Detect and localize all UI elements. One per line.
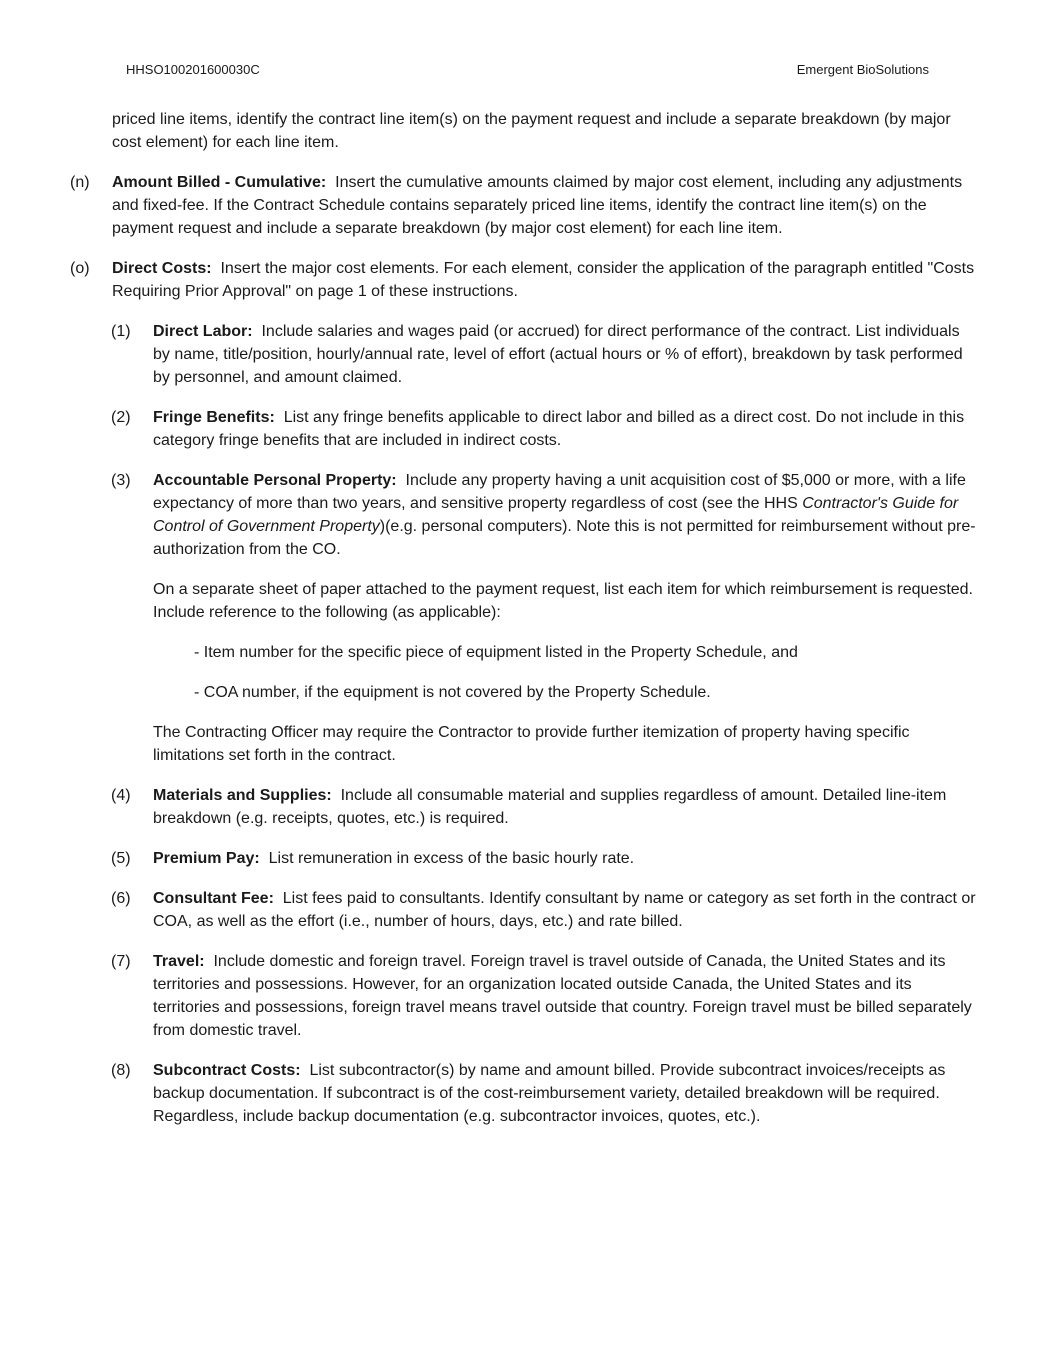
subitem-title: Direct Labor:	[153, 323, 253, 340]
page-header	[126, 62, 929, 77]
subitem-text: List fees paid to consultants. Identify consultant by name or category as set forth in the contract or COA, as well as the effort (i.e., number of hours, days, etc.) and rate billed.	[153, 890, 976, 930]
subitem-accountable-property	[111, 469, 978, 561]
subitem-direct-labor	[111, 320, 978, 389]
subitem-materials-supplies	[111, 784, 978, 830]
subitem-body	[153, 784, 978, 830]
subitem-subcontract-costs	[111, 1059, 978, 1128]
subitem-body	[153, 887, 978, 933]
subitem-title: Consultant Fee:	[153, 890, 274, 907]
item-body	[112, 171, 978, 240]
subitem-text: Include all consumable material and supplies regardless of amount. Detailed line-item breakdown (e.g. receipts, quotes, etc.) is required.	[153, 787, 947, 827]
item-o	[70, 257, 978, 303]
guide-title: Contractor's Guide for Control of Government Property	[153, 495, 959, 535]
subitem-label: (1)	[111, 323, 131, 340]
bullet-coa-number: - COA number, if the equipment is not covered by the Property Schedule.	[194, 684, 711, 701]
subitem-body	[153, 1059, 978, 1128]
subitem-body	[153, 406, 978, 452]
subitem-text: Include domestic and foreign travel. Foreign travel is travel outside of Canada, the United States and its territories and possessions. However, for an organization located outside Canada, the United States and its territories and possessions, foreign travel means travel outside that country. Foreign travel must be billed separately from domestic travel.	[153, 953, 972, 1039]
subitem-premium-pay	[111, 847, 978, 870]
subitem-label: (6)	[111, 890, 131, 907]
subitem-fringe-benefits	[111, 406, 978, 452]
subitem-body	[153, 320, 978, 389]
subitem-label: (4)	[111, 787, 131, 804]
subitem-label: (5)	[111, 850, 131, 867]
property-instructions: On a separate sheet of paper attached to the payment request, list each item for which reimbursement is requested. Include reference to the following (as applicable):	[153, 581, 973, 621]
subitem-body	[153, 950, 978, 1042]
subitem-title: Accountable Personal Property:	[153, 472, 397, 489]
item-n	[70, 171, 978, 240]
item-title: Direct Costs:	[112, 260, 212, 277]
subitem-title: Travel:	[153, 953, 205, 970]
document-body	[70, 108, 978, 1145]
subitem-title: Fringe Benefits:	[153, 409, 275, 426]
subitem-title: Materials and Supplies:	[153, 787, 332, 804]
subitem-body	[153, 469, 978, 561]
property-itemization-note: The Contracting Officer may require the Contractor to provide further itemization of property having specific limitations set forth in the contract.	[153, 724, 910, 764]
item-label: (o)	[70, 260, 90, 277]
subitem-label: (8)	[111, 1062, 131, 1079]
subitem-body	[153, 847, 978, 870]
item-body	[112, 257, 978, 303]
subitem-text: List any fringe benefits applicable to direct labor and billed as a direct cost. Do not include in this category fringe benefits that are included in indirect costs.	[153, 409, 965, 449]
item-label: (n)	[70, 174, 90, 191]
subitem-title: Premium Pay:	[153, 850, 260, 867]
item-text: Insert the cumulative amounts claimed by major cost element, including any adjustments and fixed-fee. If the Contract Schedule contains separately priced line items, identify the contract line item(s) on the payment request and include a separate breakdown (by major cost element) for each line item.	[112, 174, 963, 237]
subitem-consultant-fee	[111, 887, 978, 933]
subitem-text-after: )(e.g. personal computers). Note this is not permitted for reimbursement without pre-authorization from the CO.	[153, 518, 976, 558]
subitem-travel	[111, 950, 978, 1042]
subitem-label: (2)	[111, 409, 131, 426]
item-text: Insert the major cost elements. For each element, consider the application of the paragraph entitled "Costs Requiring Prior Approval" on page 1 of these instructions.	[112, 260, 975, 300]
subitem-label: (7)	[111, 953, 131, 970]
bullet-item-number: - Item number for the specific piece of equipment listed in the Property Schedule, and	[194, 644, 798, 661]
subitem-title: Subcontract Costs:	[153, 1062, 301, 1079]
subitem-text: List subcontractor(s) by name and amount billed. Provide subcontract invoices/receipts as backup documentation. If subcontract is of the cost-reimbursement variety, detailed breakdown will be required. Regardless, include backup documentation (e.g. subcontractor invoices, quotes, etc.).	[153, 1062, 946, 1125]
subitem-text: Include any property having a unit acquisition cost of $5,000 or more, with a life expectancy of more than two years, and sensitive property regardless of cost (see the HHS	[153, 472, 966, 512]
subitem-label: (3)	[111, 472, 131, 489]
contract-number: HHSO100201600030C	[126, 62, 260, 77]
subitem-text: List remuneration in excess of the basic hourly rate.	[268, 850, 635, 867]
intro-paragraph: priced line items, identify the contract line item(s) on the payment request and include a separate breakdown (by major cost element) for each line item.	[112, 111, 951, 151]
company-name: Emergent BioSolutions	[796, 62, 929, 77]
item-title: Amount Billed - Cumulative:	[112, 174, 327, 191]
subitem-text: Include salaries and wages paid (or accrued) for direct performance of the contract. List individuals by name, title/position, hourly/annual rate, level of effort (actual hours or % of effort), breakdown by task performed by personnel, and amount claimed.	[153, 323, 963, 386]
